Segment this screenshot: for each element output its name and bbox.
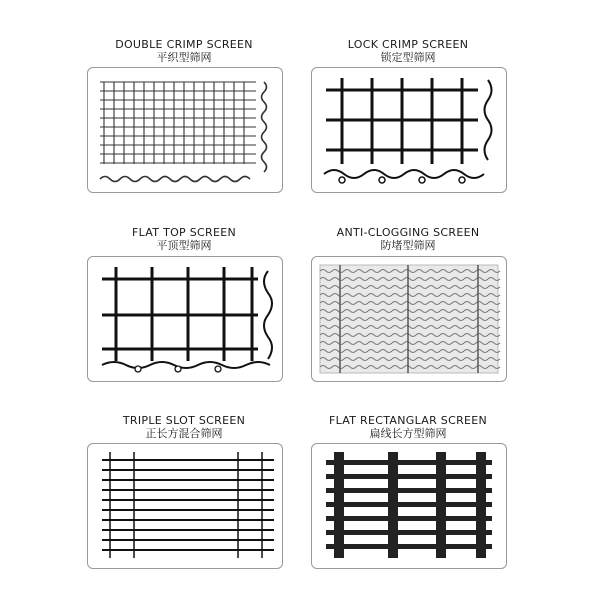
screen-subtitle: 扁线长方型筛网 [369,427,447,440]
flat-top-mesh-drawing [88,257,282,381]
screen-title: TRIPLE SLOT SCREEN [122,414,246,427]
triple-slot-illustration [87,443,283,569]
screen-card-lock-crimp [310,38,506,65]
screen-title: FLAT TOP SCREEN [131,226,237,239]
screen-subtitle: 锁定型筛网 [380,51,436,64]
screen-card-flat-rectangular [310,414,506,441]
flat-top-illustration [87,256,283,382]
screen-subtitle: 平顶型筛网 [156,239,212,252]
screen-title: FLAT RECTANGLAR SCREEN [328,414,488,427]
lock-crimp-mesh-drawing [312,68,506,192]
screen-subtitle: 平织型筛网 [156,51,212,64]
double-crimp-mesh-drawing [88,68,282,192]
anti-clogging-mesh-drawing [312,257,506,381]
screen-subtitle: 防堵型筛网 [380,239,436,252]
triple-slot-mesh-drawing [88,444,282,568]
screen-title: ANTI-CLOGGING SCREEN [336,226,480,239]
screen-title: LOCK CRIMP SCREEN [347,38,469,51]
screen-title: DOUBLE CRIMP SCREEN [115,38,253,51]
flat-rectangular-mesh-drawing [312,444,506,568]
double-crimp-illustration [87,67,283,193]
anti-clogging-illustration [311,256,507,382]
flat-rectangular-illustration [311,443,507,569]
lock-crimp-illustration [311,67,507,193]
screen-subtitle: 正长方混合筛网 [145,427,223,440]
screen-card-anti-clogging [310,226,506,253]
screen-card-double-crimp [86,38,282,65]
screen-card-triple-slot [86,414,282,441]
screen-card-flat-top [86,226,282,253]
